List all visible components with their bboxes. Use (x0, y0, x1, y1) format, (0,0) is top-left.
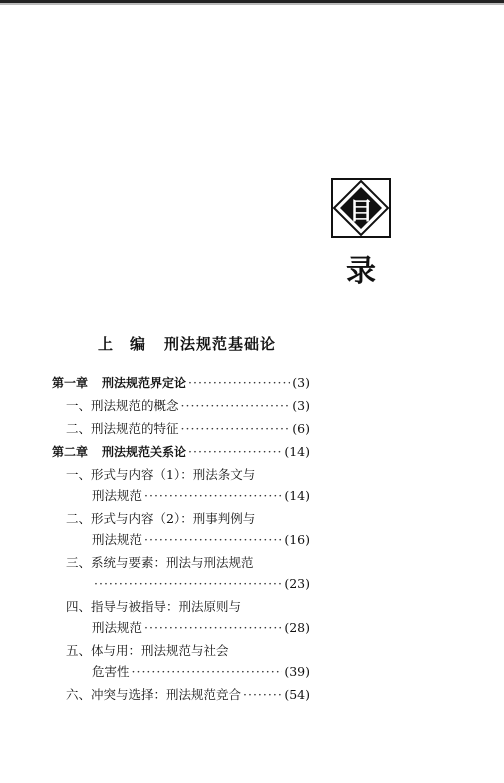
page-number: (3) (292, 398, 310, 413)
part-heading (98, 333, 276, 354)
leader-dots (188, 373, 290, 393)
toc-entry-2-2-line2[interactable] (92, 530, 310, 550)
entry-label: 刑法规范 (92, 620, 143, 635)
page-number: (54) (284, 687, 310, 702)
leader-dots (144, 530, 282, 550)
entry-label: 危害性 (92, 664, 130, 679)
leader-dots (181, 419, 291, 439)
title-char-lu: 录 (346, 254, 376, 289)
leader-dots (94, 574, 282, 594)
entry-label: 二、刑法规范的特征 (66, 421, 179, 436)
entry-label: 一、刑法规范的概念 (66, 398, 179, 413)
part-label: 上 编 (98, 335, 147, 353)
top-border-shadow (0, 3, 504, 5)
chapter-number: 第二章 (52, 445, 89, 459)
page-number: (14) (284, 488, 310, 503)
leader-dots (132, 662, 283, 682)
leader-dots (243, 685, 282, 705)
toc-chapter-2[interactable] (52, 442, 310, 462)
chapter-title: 刑法规范界定论 (102, 376, 187, 390)
title-char-mu: 目 (349, 196, 373, 225)
leader-dots (181, 396, 291, 416)
toc-entry-2-4-line2[interactable] (92, 618, 310, 638)
page-number: (14) (284, 444, 310, 459)
page-number: (3) (292, 375, 310, 390)
entry-label: 六、冲突与选择：刑法规范竞合 (66, 687, 242, 702)
page-number: (39) (284, 664, 310, 679)
toc-entry-2-1-line1[interactable]: 一、形式与内容（1）：刑法条文与 (66, 467, 256, 482)
entry-label: 刑法规范 (92, 488, 143, 503)
toc-entry-2-1-line2[interactable] (92, 486, 310, 506)
toc-entry-2-2-line1[interactable]: 二、形式与内容（2）：刑事判例与 (66, 511, 256, 526)
page-number: (23) (284, 576, 310, 591)
toc-entry-1-2[interactable] (66, 419, 310, 439)
page-number: (16) (284, 532, 310, 547)
leader-dots (144, 486, 282, 506)
part-name: 刑法规范基础论 (164, 335, 277, 353)
leader-dots (188, 442, 282, 462)
page-number: (28) (284, 620, 310, 635)
toc-entry-1-1[interactable] (66, 396, 310, 416)
toc-entry-2-5-line1[interactable]: 五、体与用：刑法规范与社会 (66, 643, 229, 658)
toc-entry-2-6[interactable] (66, 685, 310, 705)
toc-chapter-1[interactable] (52, 373, 310, 393)
chapter-number: 第一章 (52, 376, 89, 390)
toc-entry-2-4-line1[interactable]: 四、指导与被指导：刑法原则与 (66, 599, 242, 614)
toc-entry-2-5-line2[interactable] (92, 662, 310, 682)
leader-dots (144, 618, 282, 638)
toc-entry-2-3-line1[interactable]: 三、系统与要素：刑法与刑法规范 (66, 555, 254, 570)
entry-label: 刑法规范 (92, 532, 143, 547)
chapter-title: 刑法规范关系论 (102, 445, 187, 459)
page-number: (6) (292, 421, 310, 436)
toc-entry-2-3-line2[interactable] (92, 574, 310, 594)
title-emblem (331, 178, 391, 238)
